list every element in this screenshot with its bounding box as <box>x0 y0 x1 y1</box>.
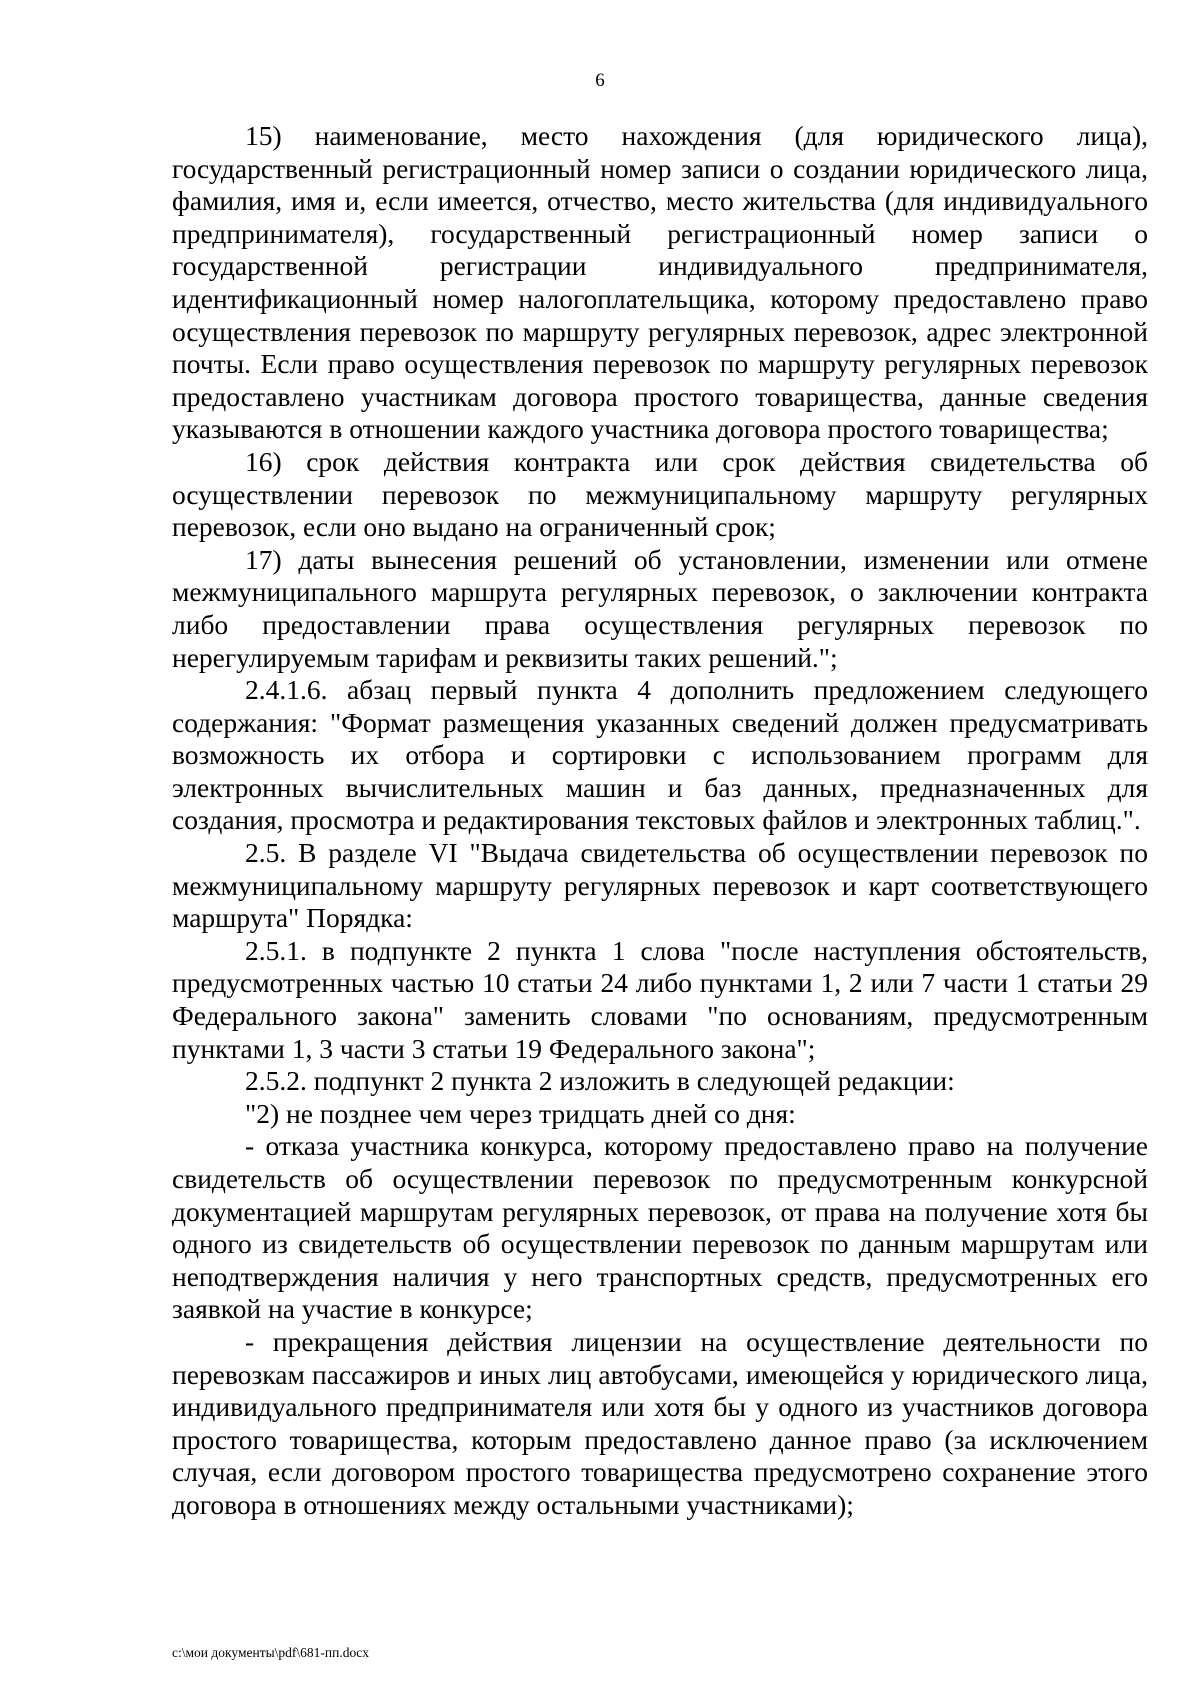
paragraph-item-17: 17) даты вынесения решений об установлении, изменении или отмене межмуниципального маршрута регулярных перевозок, о заключении контракта либо предоставлении права осуществления регулярных перевозок по нерегулируемым тарифам и реквизиты таких решений."; <box>172 543 1148 673</box>
footer-file-path: c:\мои документы\pdf\681-пп.docx <box>172 1645 369 1660</box>
paragraph-dash-refusal: - отказа участника конкурса, которому предоставлено право на получение свидетельств об осуществлении перевозок по предусмотренным конкурсной документацией маршрутам регулярных перевозок, от права на получение хотя бы одного из свидетельств об осуществлении перевозок по данным маршрутам или неподтверждения наличия у него транспортных средств, предусмотренных его заявкой на участие в конкурсе; <box>172 1130 1148 1325</box>
paragraph-dash-license: - прекращения действия лицензии на осуществление деятельности по перевозкам пассажиров и иных лиц автобусами, имеющейся у юридического лица, индивидуального предпринимателя или хотя бы у одного из участников договора простого товарищества, которым предоставлено данное право (за исключением случая, если договором простого товарищества предусмотрено сохранение этого договора в отношениях между остальными участниками); <box>172 1325 1148 1520</box>
paragraph-2-5: 2.5. В разделе VI "Выдача свидетельства об осуществлении перевозок по межмуниципальному маршруту регулярных перевозок и карт соответствующего маршрута" Порядка: <box>172 837 1148 934</box>
paragraph-2-4-1-6: 2.4.1.6. абзац первый пункта 4 дополнить предложением следующего содержания: "Формат размещения указанных сведений должен предусматривать возможность их отбора и сортировки с использованием программ для электронных вычислительных машин и баз данных, предназначенных для создания, просмотра и редактирования текстовых файлов и электронных таблиц.". <box>172 674 1148 836</box>
paragraph-item-16: 16) срок действия контракта или срок действия свидетельства об осуществлении перевозок по межмуниципальному маршруту регулярных перевозок, если оно выдано на ограниченный срок; <box>172 445 1148 543</box>
page-number: 6 <box>595 70 605 91</box>
document-body <box>172 120 1148 1522</box>
paragraph-quote-item-2: "2) не позднее чем через тридцать дней со дня: <box>245 1097 796 1129</box>
paragraph-2-5-2: 2.5.2. подпункт 2 пункта 2 изложить в следующей редакции: <box>245 1065 955 1097</box>
paragraph-item-15: 15) наименование, место нахождения (для юридического лица), государственный регистрационный номер записи о создании юридического лица, фамилия, имя и, если имеется, отчество, место жительства (для индивидуального предпринимателя), государственный регистрационный номер записи о государственной регистрации индивидуального предпринимателя, идентификационный номер налогоплательщика, которому предоставлено право осуществления перевозок по маршруту регулярных перевозок, адрес электронной почты. Если право осуществления перевозок по маршруту регулярных перевозок предоставлено участникам договора простого товарищества, данные сведения указываются в отношении каждого участника договора простого товарищества; <box>172 120 1148 445</box>
paragraph-2-5-1: 2.5.1. в подпункте 2 пункта 1 слова "после наступления обстоятельств, предусмотренных частью 10 статьи 24 либо пунктами 1, 2 или 7 части 1 статьи 29 Федерального закона" заменить словами "по основаниям, предусмотренным пунктами 1, 3 части 3 статьи 19 Федерального закона"; <box>172 934 1148 1064</box>
